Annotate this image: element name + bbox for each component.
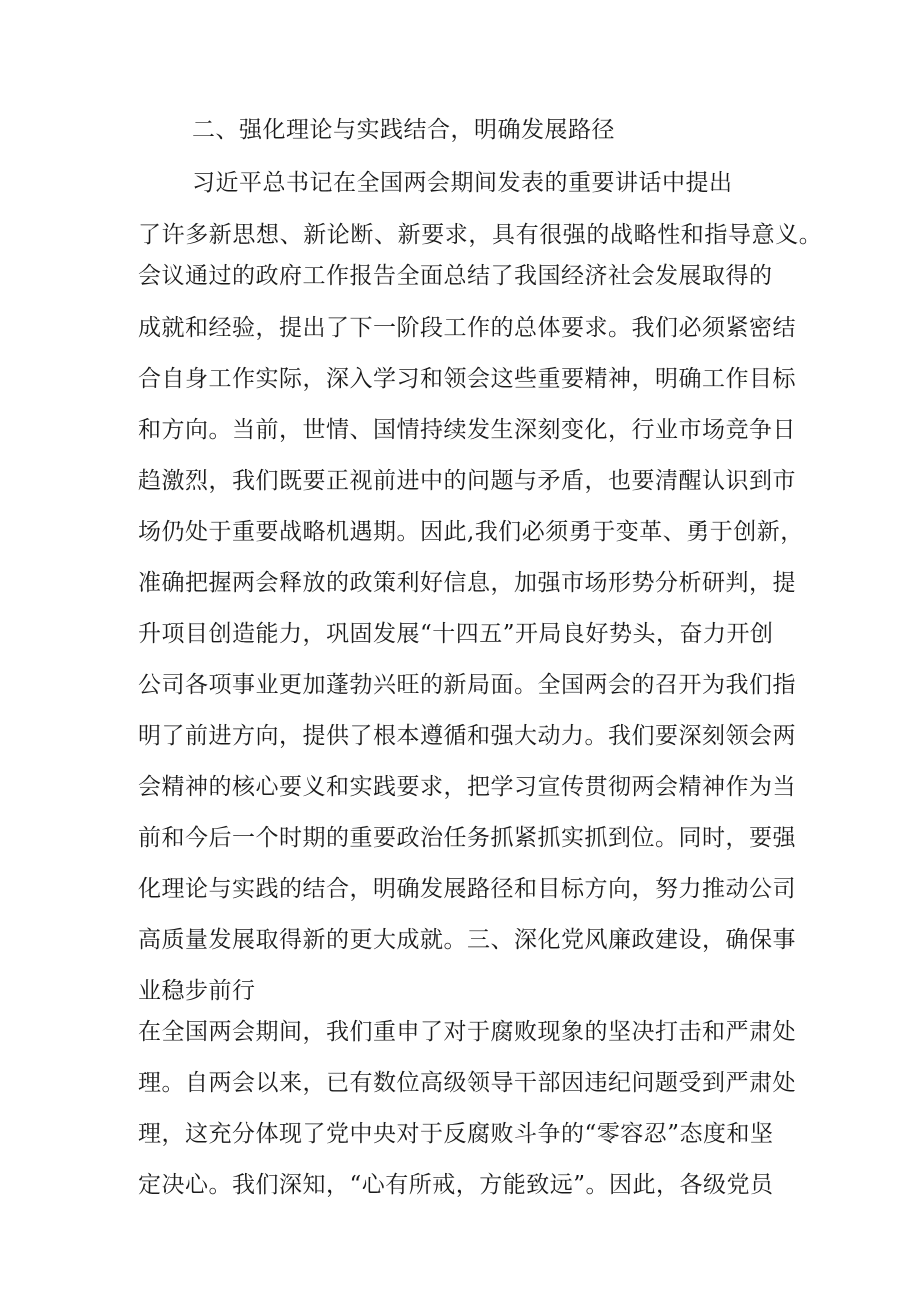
paragraph-line: 会议通过的政府工作报告全面总结了我国经济社会发展取得的 (138, 263, 773, 289)
paragraph-line: 了许多新思想、新论断、新要求，具有很强的战略性和指导意义。 (138, 222, 823, 248)
paragraph-line: 公司各项事业更加蓬勃兴旺的新局面。全国两会的召开为我们指 (138, 672, 796, 698)
paragraph-line: 化理论与实践的结合，明确发展路径和目标方向，努力推动公司 (138, 876, 796, 902)
paragraph-line: 习近平总书记在全国两会期间发表的重要讲话中提出 (192, 170, 733, 196)
paragraph-line: 升项目创造能力，巩固发展“十四五”开局良好势头，奋力开创 (138, 621, 774, 647)
paragraph-line: 会精神的核心要义和实践要求，把学习宣传贯彻两会精神作为当 (138, 774, 796, 800)
paragraph-line: 趋激烈，我们既要正视前进中的问题与矛盾，也要清醒认识到市 (138, 468, 796, 494)
paragraph-line: 和方向。当前，世情、国情持续发生深刻变化，行业市场竞争日 (138, 417, 796, 443)
paragraph-line: 定决心。我们深知，“心有所戒，方能致远”。因此，各级党员 (138, 1172, 774, 1198)
paragraph-line: 场仍处于重要战略机遇期。因此,我们必须勇于变革、勇于创新， (138, 519, 804, 545)
section-heading: 二、强化理论与实践结合，明确发展路径 (192, 117, 615, 143)
paragraph-line: 业稳步前行 (138, 978, 256, 1004)
paragraph-line: 高质量发展取得新的更大成就。三、深化党风廉政建设，确保事 (138, 927, 796, 953)
paragraph-line: 理。自两会以来，已有数位高级领导干部因违纪问题受到严肃处 (138, 1070, 796, 1096)
paragraph-line: 成就和经验，提出了下一阶段工作的总体要求。我们必须紧密结 (138, 315, 796, 341)
paragraph-line: 合自身工作实际，深入学习和领会这些重要精神，明确工作目标 (138, 366, 796, 392)
paragraph-line: 前和今后一个时期的重要政治任务抓紧抓实抓到位。同时，要强 (138, 825, 796, 851)
paragraph-line: 准确把握两会释放的政策利好信息，加强市场形势分析研判，提 (138, 570, 796, 596)
paragraph-line: 在全国两会期间，我们重申了对于腐败现象的坚决打击和严肃处 (138, 1019, 796, 1045)
paragraph-line: 理，这充分体现了党中央对于反腐败斗争的“零容忍”态度和坚 (138, 1121, 774, 1147)
paragraph-line: 明了前进方向，提供了根本遵循和强大动力。我们要深刻领会两 (138, 723, 796, 749)
